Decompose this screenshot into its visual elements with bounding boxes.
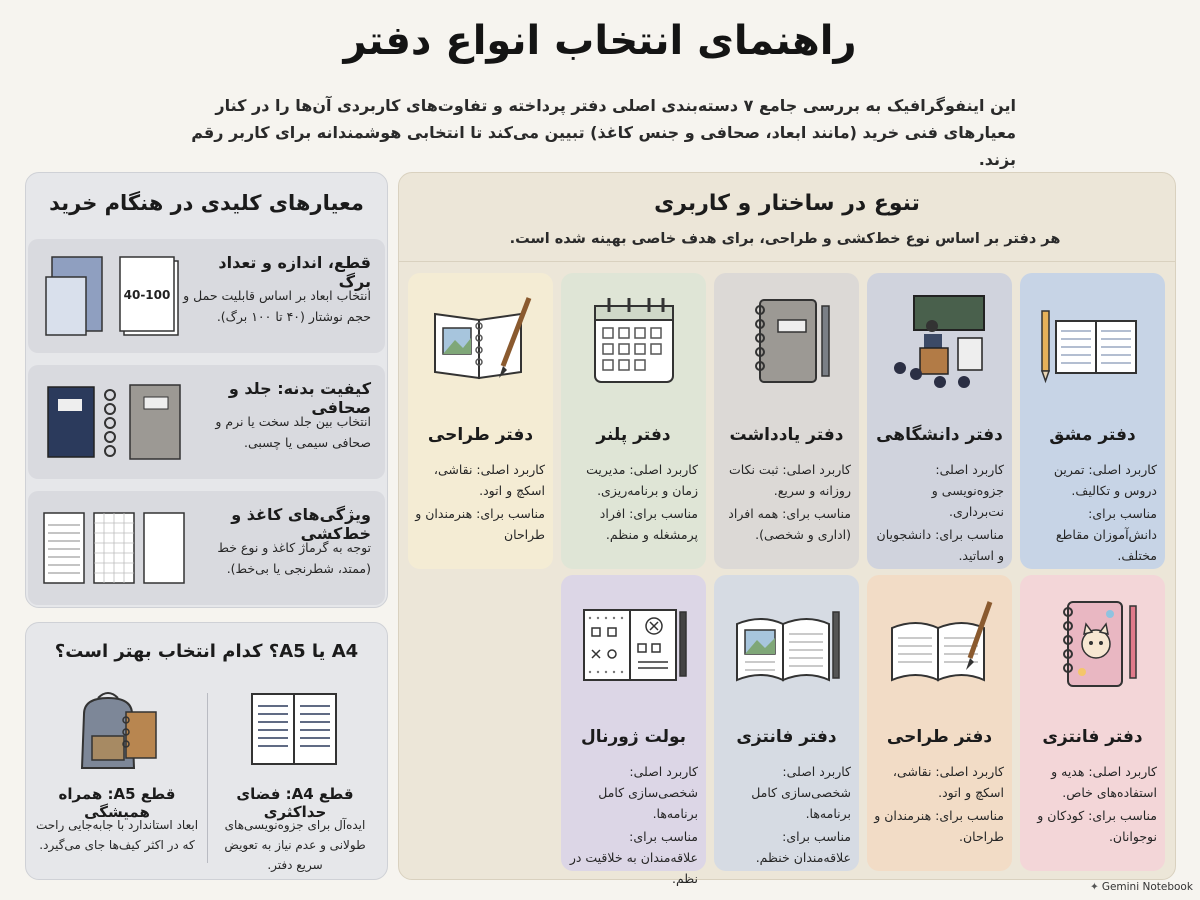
card-use: کاربرد اصلی: نقاشی، اسکچ و اتود. [433, 462, 545, 498]
card-name: دفتر طراحی [427, 425, 534, 445]
paper-rulings-icon [40, 499, 190, 597]
compare-a5-name: قطع A5: همراه همیشگی [58, 785, 176, 821]
card-text [1027, 761, 1157, 849]
card-text [721, 761, 851, 870]
card-text [415, 459, 545, 547]
divider [207, 693, 208, 863]
card-fit: مناسب برای: علاقه‌مندان خنظم. [755, 829, 851, 865]
compare-title: A4 یا A5؟ کدام انتخاب بهتر است؟ [54, 641, 359, 662]
criteria-text: انتخاب ابعاد بر اساس قابلیت حمل و حجم نوشتار (۴۰ تا ۱۰۰ برگ). [183, 288, 371, 324]
card-yaddasht [714, 273, 859, 569]
criteria-name: قطع، اندازه و تعداد برگ [218, 253, 371, 291]
card-mashgh [1020, 273, 1165, 569]
card-fit: مناسب برای: کودکان و نوجوانان. [1037, 808, 1157, 844]
card-fantezi-2 [714, 575, 859, 871]
card-fit: مناسب برای: هنرمندان و طراحان. [874, 808, 1004, 844]
card-tarrahi [408, 273, 553, 569]
criteria-name: ویژگی‌های کاغذ و خط‌کشی [231, 505, 371, 543]
card-name: دفتر فانتزی [736, 727, 837, 747]
criteria-text: توجه به گرماژ کاغذ و نوع خط (ممتد، شطرنجی یا بی‌خط). [217, 540, 371, 576]
compare-a5-text: ابعاد استاندارد با جابه‌جایی راحت که در اکثر کیف‌ها جای می‌گیرد. [35, 818, 199, 852]
card-fit: مناسب برای: دانش‌آموزان مقاطع مختلف. [1055, 506, 1157, 563]
criteria-name: کیفیت بدنه: جلد و صحافی [228, 379, 371, 417]
open-notebook-image-icon [714, 575, 859, 711]
card-text [874, 459, 1004, 568]
card-name: دفتر مشق [1049, 425, 1136, 445]
types-subtitle: هر دفتر بر اساس نوع خط‌کشی و طراحی، برای هدف خاصی بهینه شده است. [509, 231, 1061, 247]
compare-a5 [31, 681, 203, 871]
compare-panel [25, 622, 388, 880]
bullet-journal-icon [561, 575, 706, 711]
compare-a4-name: قطع A4: فضای حداکثری [236, 785, 354, 821]
large-open-notebook-icon [209, 681, 381, 781]
criteria-item-paper [28, 491, 385, 605]
lecture-hall-icon [867, 273, 1012, 409]
types-panel [398, 172, 1176, 886]
criteria-item-size [28, 239, 385, 353]
spiral-notepad-pen-icon [714, 273, 859, 409]
card-name: بولت ژورنال [581, 727, 686, 747]
types-title: تنوع در ساختار و کاربری [654, 191, 920, 216]
card-text [568, 459, 698, 547]
open-sketchbook-brush-icon [867, 575, 1012, 711]
criteria-title: معیارهای کلیدی در هنگام خرید [49, 191, 364, 215]
compare-a4-text: ایده‌آل برای جزوه‌نویسی‌های طولانی و عدم نیاز به تعویض سریع دفتر. [224, 818, 366, 872]
criteria-panel [25, 172, 388, 608]
paper-size-stack-icon [40, 247, 190, 345]
card-use: کاربرد اصلی: شخصی‌سازی کامل برنامه‌ها. [598, 764, 698, 821]
card-fit: مناسب برای: افراد پرمشغله و منظم. [599, 506, 698, 542]
compare-a4 [209, 681, 381, 871]
card-text [721, 459, 851, 547]
card-use: کاربرد اصلی: نقاشی، اسکچ و اتود. [892, 764, 1004, 800]
card-use: کاربرد اصلی: هدیه و استفاده‌های خاص. [1051, 764, 1157, 800]
card-name: دفتر طراحی [886, 727, 993, 747]
intro-text: این اینفوگرافیک به بررسی جامع ۷ دسته‌بندی اصلی دفتر پرداخته و تفاوت‌های کاربردی آن‌ها را در کنار معیارهای فنی خرید (مانند ابعاد، صحافی و جنس کاغذ) تبیین می‌کند تا انتخابی هوشمندانه برای کاربر رقم بزند. [191, 96, 1016, 169]
card-use: کاربرد اصلی: جزوه‌نویسی و نت‌برداری. [931, 462, 1004, 519]
binding-types-icon [40, 373, 190, 471]
card-text [568, 761, 698, 891]
brand-label [1090, 881, 1193, 893]
sparkle-icon: ✦ [1090, 881, 1099, 893]
sketchbook-brush-icon [408, 273, 553, 409]
card-use: کاربرد اصلی: تمرین دروس و تکالیف. [1053, 462, 1157, 498]
card-planner [561, 273, 706, 569]
card-name: دفتر پلنر [596, 425, 671, 445]
page-title: راهنمای انتخاب انواع دفتر [343, 18, 857, 64]
divider [399, 261, 1175, 262]
criteria-item-binding [28, 365, 385, 479]
card-name: دفتر یادداشت [729, 425, 844, 445]
card-text [1027, 459, 1157, 568]
calendar-planner-icon [561, 273, 706, 409]
card-bullet-journal [561, 575, 706, 886]
card-fit: مناسب برای: همه افراد (اداری و شخصی). [728, 506, 851, 542]
open-notebook-pencil-icon [1020, 273, 1165, 409]
criteria-text: انتخاب بین جلد سخت یا نرم و صحافی سیمی یا چسبی. [215, 414, 371, 450]
card-fantezi-1 [1020, 575, 1165, 871]
card-tarrahi-2 [867, 575, 1012, 871]
card-fit: مناسب برای: علاقه‌مندان به خلاقیت در نظم. [569, 829, 698, 886]
card-use: کاربرد اصلی: مدیریت زمان و برنامه‌ریزی. [586, 462, 698, 498]
backpack-notebook-icon [31, 681, 203, 781]
card-name: دفتر دانشگاهی [876, 425, 1003, 445]
card-text [874, 761, 1004, 849]
card-name: دفتر فانتزی [1042, 727, 1143, 747]
cute-notebook-icon [1020, 575, 1165, 711]
size-range-label: 40-100 [123, 288, 171, 302]
card-use: کاربرد اصلی: ثبت نکات روزانه و سریع. [729, 462, 851, 498]
card-fit: مناسب برای: هنرمندان و طراحان [415, 506, 545, 542]
card-use: کاربرد اصلی: شخصی‌سازی کامل برنامه‌ها. [751, 764, 851, 821]
card-daneshgahi [867, 273, 1012, 569]
brand-text: Gemini Notebook [1101, 881, 1193, 893]
card-fit: مناسب برای: دانشجویان و اساتید. [876, 527, 1004, 563]
